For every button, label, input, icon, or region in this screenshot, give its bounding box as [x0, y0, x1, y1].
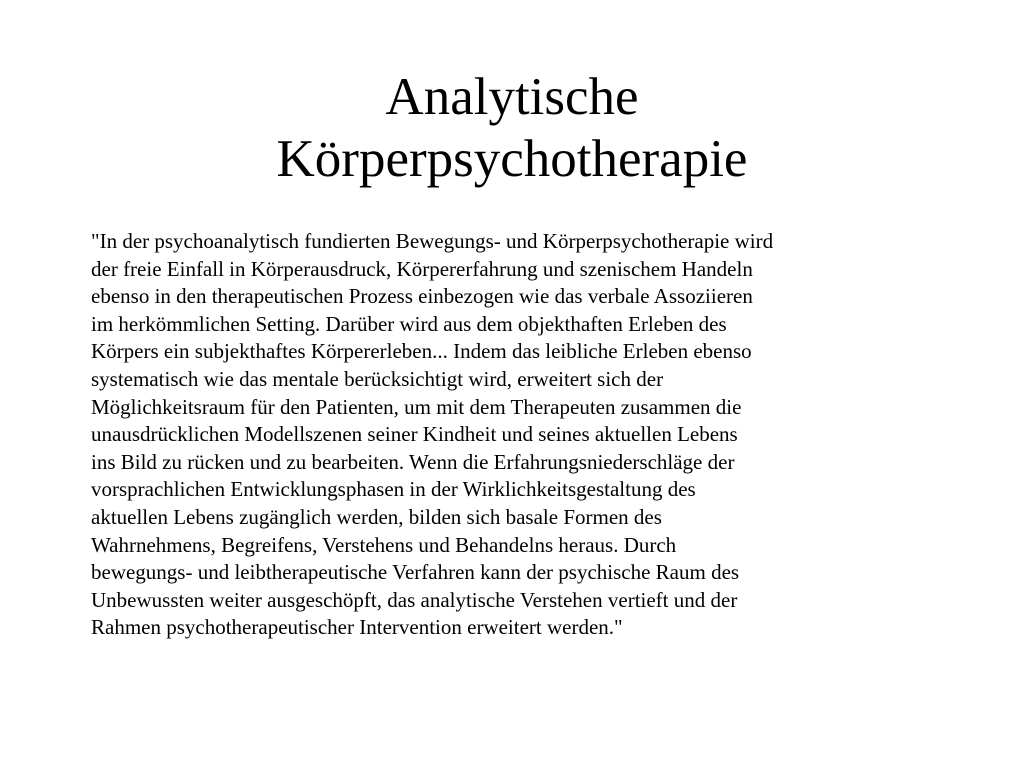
quote-line: bewegungs- und leibtherapeutische Verfahren kann der psychische Raum des: [91, 560, 740, 585]
quote-line: der freie Einfall in Körperausdruck, Körpererfahrung und szenischem Handeln: [91, 256, 753, 281]
quote-line: aktuellen Lebens zugänglich werden, bilden sich basale Formen des: [91, 504, 662, 529]
slide-body: [91, 228, 951, 642]
quote-line: "In der psychoanalytisch fundierten Bewegungs- und Körperpsychotherapie wird: [91, 229, 774, 253]
quote-line: Unbewussten weiter ausgeschöpft, das analytische Verstehen vertieft und der: [91, 587, 738, 612]
quote-paragraph: [91, 228, 951, 642]
quote-line: Rahmen psychotherapeutischer Intervention erweitert werden.": [91, 615, 623, 640]
quote-line: ins Bild zu rücken und zu bearbeiten. Wenn die Erfahrungsniederschläge der: [91, 449, 735, 474]
quote-line: Wahrnehmens, Begreifens, Verstehens und Behandelns heraus. Durch: [91, 532, 677, 557]
quote-line: unausdrücklichen Modellszenen seiner Kindheit und seines aktuellen Lebens: [91, 422, 738, 447]
quote-line: vorsprachlichen Entwicklungsphasen in der Wirklichkeitsgestaltung des: [91, 477, 696, 502]
slide-title: [0, 66, 1024, 190]
quote-line: im herkömmlichen Setting. Darüber wird aus dem objekthaften Erleben des: [91, 311, 727, 336]
quote-line: ebenso in den therapeutischen Prozess einbezogen wie das verbale Assoziieren: [91, 284, 753, 309]
slide-title-line: Analytische: [385, 68, 639, 126]
slide-title-line: Körperpsychotherapie: [276, 130, 748, 188]
quote-line: systematisch wie das mentale berücksichtigt wird, erweitert sich der: [91, 366, 664, 391]
quote-line: Möglichkeitsraum für den Patienten, um mit dem Therapeuten zusammen die: [91, 394, 742, 419]
quote-line: Körpers ein subjekthaftes Körpererleben... Indem das leibliche Erleben ebenso: [91, 339, 752, 364]
